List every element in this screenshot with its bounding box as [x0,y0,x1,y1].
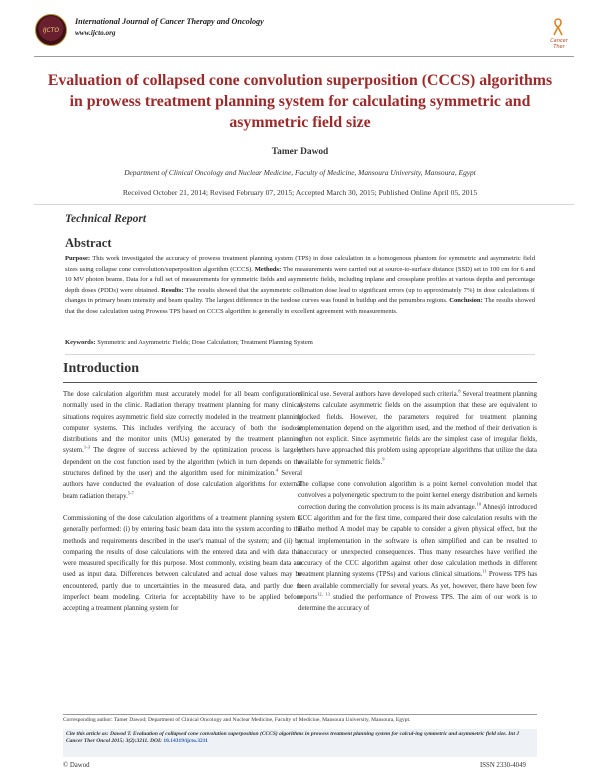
keywords-divider [65,354,535,355]
author-affiliation: Department of Clinical Oncology and Nuclear Medicine, Faculty of Medicine, Mansoura University, Mansoura, Egypt [124,168,476,177]
paragraph: Commissioning of the dose calculation algorithms of a treatment planning system is generally performed: (i) by entering basic beam data into the system according to the methods and requirements described in the user's manual of the system; and (ii) by comparing the results of dose calculations with the entered data and with data that were measured specifically for this purpose. Most commonly, existing beam data are used as input data. Differences between calculated and actual dose values may be encountered, partly due to uncertainties in the measured data, and partly due to imperfect beam modeling. Criteria for acceptability have to be applied before accepting a treatment planning system for [63,514,302,613]
doi-link[interactable]: 10.14319/ijcto.3211 [163,738,208,744]
journal-logo-text: IJCTO [42,26,60,34]
citation-ref[interactable]: 8 [458,388,461,394]
citation-ref[interactable]: 10 [476,501,481,507]
conclusion-text: The results showed that the dose calculation using Prowess TPS based on CCCS algorithm is generally in excellent agreement with measurements. [65,297,535,315]
cite-label: Cite this article as: [66,731,109,737]
author-name: Tamer Dawod [271,147,329,157]
purpose-label: Purpose: [65,255,91,262]
citation-ref[interactable]: 9 [382,456,385,462]
copyright: © Dawod [63,762,90,769]
methods-label: Methods: [254,265,282,273]
introduction-heading: Introduction [63,361,139,376]
methods-text: The measurements were carried out at source-to-surface distance (SSD) set to 100 cm for 6 and 10 MV photon beams. Data for a full set of measurements for symmetric fields and asymmetric fields, including inplane and crossplane profiles at various depths and percentage depth doses (PDDs) were obtained. [65,265,536,294]
paper-title: Evaluation of collapsed cone convolution superposition (CCCS) algorithms in prowess treatment planning system for calculating symmetric and asymmetric field size [47,72,553,131]
citation-ref[interactable]: 1-3 [83,445,90,451]
publication-dates: Received October 21, 2014; Revised February 07, 2015; Accepted March 30, 2015; Published Online April 05, 2015 [122,188,478,197]
journal-url-link[interactable]: www.ijcto.org [75,29,116,37]
journal-name: International Journal of Cancer Therapy and Oncology [75,17,264,26]
cancer-ribbon-logo [544,16,574,50]
right-logo-line2: Ther [553,44,565,50]
corresponding-author: Corresponding author: Tamer Dawod; Department of Clinical Oncology and Nuclear Medicine, Faculty of Medicine, Mansoura University, Mansoura, Egypt. [63,717,411,723]
keywords-label: Keywords: [65,339,96,346]
keywords [65,339,535,346]
citation-ref[interactable]: 12, 13 [317,591,330,597]
dates-divider [34,204,574,205]
introduction-divider [63,382,537,383]
abstract-text [65,254,535,318]
abstract-heading: Abstract [65,236,112,250]
right-logo-line1: Cancer [550,38,568,44]
citation-text: Cite this article as: Dawod T. Evaluation of collapsed cone convolution superposition (CCCS) algorithms in prowess treatment planning system for calcul-ing symmetric and asymmetric field size. Int J Cancer Ther Oncol 2015; 3(2):3211. DOI: 10.14319/ijcto.3211 [66,731,520,744]
left-column [63,389,302,615]
conclusion-label: Conclusion: [449,297,483,305]
paragraph: The collapse cone convolution algorithm is a point kernel convolution model that convolves a polyenergetic spectrum to the point kernel energy distribution and kernels correction during the convolution process is its main advantage.$^{10}$ Ahnesjö introduced CCC algorithm and for the first time, compared their dose calculation results with the Batho method A model may be capable to consider a given physical effect, but the actual implementation in the software is often simplified and can be resulted to inaccuracy or unexpected consequences. Thus many researches have verified the accuracy of the CCC algorithm against other dose calculation methods in different treatment planning systems (TPSs) and various clinical situations.$^{11}$ Prowess TPS has been available commercially for several years. As yet, however, there have been few reports$^{12, 13}$ studied the performance of Prowess TPS. The aim of our work is to determine the accuracy of [298,481,538,613]
right-column [298,389,537,615]
results-label: Results: [161,286,184,294]
citation-ref[interactable]: 4 [275,467,279,473]
paragraph: The dose calculation algorithm must accurately model for all beam configurations normally used in the clinic. Radiation therapy treatment planning for many clinical situations requires asymmetric field size correctly modeled in the treatment planning computer systems. This includes verifying the accuracy of both the isodose distributions and the monitor units (MUs) generated by the treatment planning system.$^{1-3}$ The degree of success achieved by the optimization process is largely dependent on the cost function used by the algorithm (which in turn depends on the structures defined by the user) and the algorithm used for minimization.$^4$ Several authors have conducted the evaluation of dose calculation algorithms for external beam radiation therapy.$^{5-7}$ [63,391,302,500]
journal-logo [35,14,67,46]
paragraph: clinical use. Several authors have developed such criteria.$^8$ Several treatment planning systems calculate asymmetric fields on the assumption that these are equivalent to blocked fields. However, the parameters required for treatment planning implementation depend on the algorithm used, and the method of their derivation is often not explicit. Since asymmetric fields are the simplest case of irregular fields, others have approached this problem using appropriate algorithms that utilize the data available for symmetric fields.$^9$ [298,388,537,466]
footer-divider [63,714,537,715]
article-type: Technical Report [65,213,147,225]
ribbon-icon [552,18,564,36]
citation-ref[interactable]: 5-7 [127,490,134,496]
keywords-text: Symmetric and Asymmetric Fields; Dose Calculation; Treatment Planning System [95,339,313,346]
citation-ref[interactable]: 11 [482,569,487,575]
results-text: The results showed that the asymmetric collimation dose lead to significant errors (up to approximately 7%) in dose calculations if changes in primary beam intensity and beam quality. The largest difference in the isodose curves was found in buildup and the penumbra regions. [65,286,535,305]
purpose-text: This work investigated the accuracy of prowess treatment planning system (TPS) in dose calculation in a homogenous phantom for symmetric and asymmetric field sizes using collapse cone convolution/superposition algorithm (CCCS). [65,255,535,273]
header-divider [34,56,574,57]
issn: ISSN 2330-4049 [480,762,526,769]
